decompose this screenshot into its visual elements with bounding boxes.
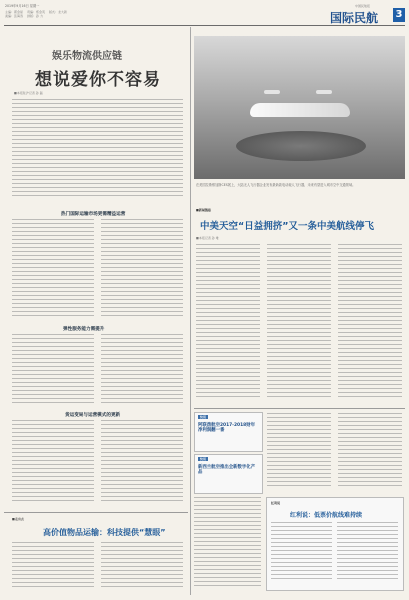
editor-line-1: 主编：郭金星 责编：郑金英 版式：龙大新 <box>5 10 68 14</box>
right-divider <box>194 408 405 409</box>
bottom-right-text-2 <box>338 413 402 486</box>
right-text-2 <box>267 244 331 400</box>
photo-aircraft <box>250 103 350 117</box>
bottom-right-text-1 <box>267 413 331 486</box>
left-intro-text <box>12 99 183 199</box>
editor-line-2: 美编：张海涛 排版：孙 力 <box>5 14 43 18</box>
top-left-meta <box>5 4 95 8</box>
bottom-box-1 <box>194 412 263 452</box>
date-line: 2019年9月16日 星期一 <box>5 4 40 8</box>
left-subhead-2: 弹性服务能力需提升 <box>63 327 105 332</box>
bottom-box-1-title: 阿联酋航空2017-2018财年净利润翻一番 <box>198 423 255 434</box>
photo-caption: 在美国拉斯维加斯CES展上，大陆无人飞行器企业发布最新款电动载人飞行器，未来有望进入城市空中交通领域。 <box>196 183 356 187</box>
column-divider <box>190 27 191 595</box>
bottom-box-3-tag: 红利说 <box>271 501 281 505</box>
header-rule <box>4 25 405 26</box>
bottom-box-1-tag: 快讯 <box>200 415 207 419</box>
bottom-box-2-title: 新西兰航空推出全新数字化产品 <box>198 465 256 476</box>
main-photo <box>194 36 405 179</box>
left-title-big: 想说爱你不容易 <box>35 70 161 90</box>
bottom-box-2 <box>194 454 263 494</box>
photo-wing-left <box>264 90 280 94</box>
left-byline: ■本报驻沪记者 孙 磊 <box>14 91 43 95</box>
bottom-left-tag: ■走出去 <box>12 517 24 521</box>
bottom-left-text-2 <box>101 542 183 590</box>
right-text-3 <box>338 244 402 400</box>
photo-wing-right <box>316 90 332 94</box>
right-text-1 <box>196 244 260 400</box>
site-url: 中国民航报 <box>355 4 371 8</box>
right-byline: ■本报记者 孙 唯 <box>196 236 219 240</box>
left-text-block-2 <box>101 219 183 317</box>
left-subhead-3: 货运变局与运营模式的更新 <box>65 413 121 418</box>
left-text-block-4 <box>101 334 183 404</box>
bottom-box-3 <box>266 497 404 591</box>
section-name: 国际民航 <box>330 11 379 25</box>
bottom-box-3-title: 红利说：低票价航线难持续 <box>290 512 363 519</box>
bottom-left-text-1 <box>12 542 94 590</box>
left-text-block-5 <box>12 420 94 502</box>
left-subhead-1: 热门国际运输市场更需精益运营 <box>61 212 126 217</box>
left-column <box>4 27 188 595</box>
bottom-box-2-tag: 快讯 <box>200 457 207 461</box>
left-text-block-6 <box>101 420 183 502</box>
right-title: 中美天空“日益拥挤”又一条中美航线停飞 <box>200 221 374 232</box>
photo-base <box>236 131 366 161</box>
left-title-small: 娱乐物流供应链 <box>52 51 122 62</box>
bottom-left-title: 高价值物品运输：科技提供“慧眼” <box>43 528 166 537</box>
page-tag <box>393 8 405 22</box>
bottom-box-3-text-2 <box>337 522 398 582</box>
right-column <box>194 27 405 595</box>
page-number: 3 <box>395 9 403 20</box>
bottom-box-3-text-1 <box>271 522 332 582</box>
left-divider <box>4 512 188 513</box>
left-text-block-1 <box>12 219 94 317</box>
left-text-block-3 <box>12 334 94 404</box>
bottom-left-narrow-text <box>194 497 261 589</box>
right-tag: ■新闻链接 <box>196 208 211 212</box>
